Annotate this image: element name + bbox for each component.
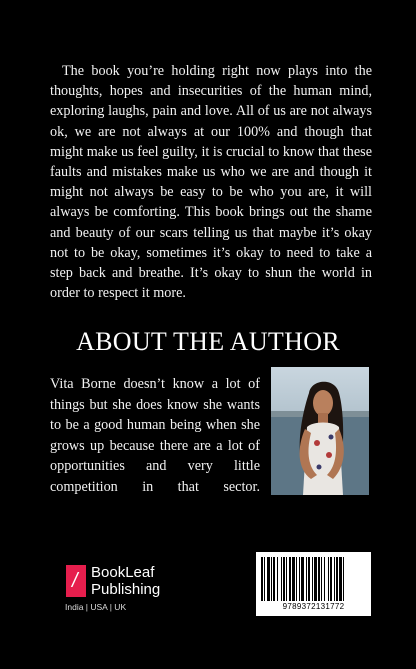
author-bio: Vita Borne doesn’t know a lot of things but she does know she wants to be a good human being when she grows up because there are a lot of opportunities and very little competition in that sector. xyxy=(50,376,260,495)
publisher-regions: India | USA | UK xyxy=(65,602,127,612)
publisher-name-line1: BookLeaf xyxy=(91,564,155,581)
publisher-logo-mark: / xyxy=(66,565,86,597)
publisher-name xyxy=(91,564,160,598)
author-photo xyxy=(271,367,369,495)
isbn-barcode xyxy=(256,552,371,616)
barcode-bars xyxy=(260,557,367,601)
about-author-heading: ABOUT THE AUTHOR xyxy=(76,327,340,356)
book-blurb: The book you’re holding right now plays into the thoughts, hopes and insecurities of the human mind, exploring laughs, pain and love. All of us are not always ok, we are not always at our 100% and though that might make us feel guilty, it is crucial to know that these faults and mistakes make us who we are and though it might not always be easy to be who you are, it will always be comforting. This book brings out the shame and beauty of our scars telling us that maybe it’s okay not to be okay, sometimes it’s okay to need to take a step back and breathe. It’s okay to shun the world in order to respect it more. xyxy=(50,63,372,302)
isbn-number: 9789372131772 xyxy=(282,602,345,611)
publisher-name-line2: Publishing xyxy=(91,581,161,598)
